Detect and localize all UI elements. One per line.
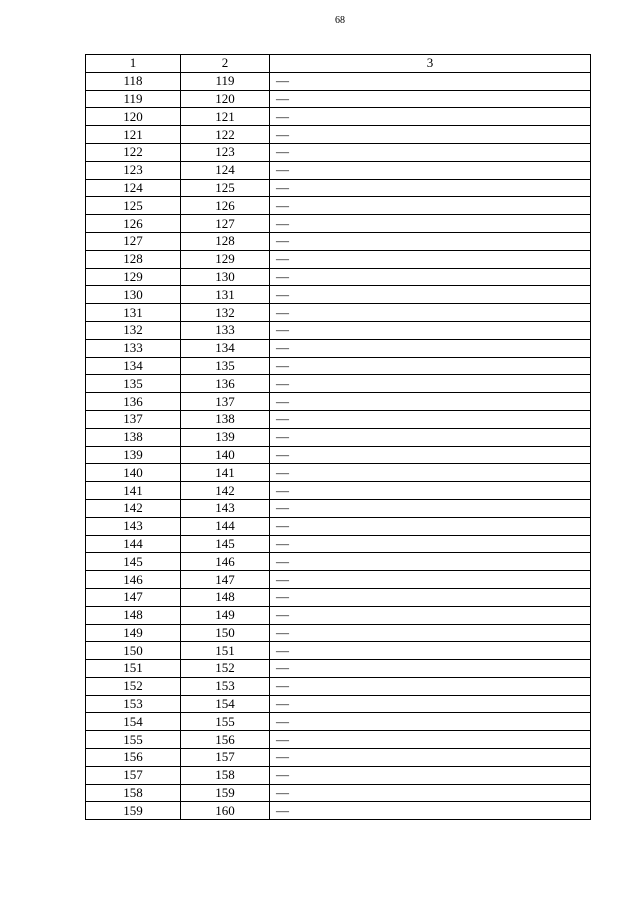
column-header-3: 3 bbox=[270, 55, 591, 73]
cell-col-2: 122 bbox=[181, 126, 270, 144]
cell-col-1: 151 bbox=[86, 660, 181, 678]
page-number: 68 bbox=[335, 15, 345, 26]
cell-col-2: 149 bbox=[181, 606, 270, 624]
cell-col-2: 154 bbox=[181, 695, 270, 713]
cell-col-1: 156 bbox=[86, 749, 181, 767]
cell-col-3: — bbox=[270, 232, 591, 250]
table-row bbox=[86, 286, 591, 304]
cell-col-1: 147 bbox=[86, 588, 181, 606]
cell-col-3: — bbox=[270, 321, 591, 339]
cell-col-2: 158 bbox=[181, 766, 270, 784]
table-row bbox=[86, 339, 591, 357]
cell-col-3: — bbox=[270, 286, 591, 304]
cell-col-1: 155 bbox=[86, 731, 181, 749]
cell-col-2: 145 bbox=[181, 535, 270, 553]
cell-col-3: — bbox=[270, 410, 591, 428]
cell-col-2: 127 bbox=[181, 215, 270, 233]
cell-col-1: 131 bbox=[86, 304, 181, 322]
header-row bbox=[86, 55, 591, 73]
data-table bbox=[85, 54, 591, 820]
cell-col-1: 159 bbox=[86, 802, 181, 820]
cell-col-1: 128 bbox=[86, 250, 181, 268]
cell-col-1: 124 bbox=[86, 179, 181, 197]
table-row bbox=[86, 713, 591, 731]
cell-col-1: 130 bbox=[86, 286, 181, 304]
cell-col-2: 140 bbox=[181, 446, 270, 464]
cell-col-2: 125 bbox=[181, 179, 270, 197]
table-body bbox=[86, 72, 591, 819]
table-row bbox=[86, 464, 591, 482]
table-row bbox=[86, 304, 591, 322]
table-row bbox=[86, 517, 591, 535]
cell-col-1: 146 bbox=[86, 571, 181, 589]
table-row bbox=[86, 482, 591, 500]
cell-col-3: — bbox=[270, 90, 591, 108]
cell-col-2: 142 bbox=[181, 482, 270, 500]
cell-col-1: 119 bbox=[86, 90, 181, 108]
cell-col-2: 121 bbox=[181, 108, 270, 126]
cell-col-3: — bbox=[270, 72, 591, 90]
cell-col-3: — bbox=[270, 784, 591, 802]
table-row bbox=[86, 749, 591, 767]
cell-col-3: — bbox=[270, 446, 591, 464]
cell-col-2: 128 bbox=[181, 232, 270, 250]
cell-col-1: 125 bbox=[86, 197, 181, 215]
table-row bbox=[86, 695, 591, 713]
cell-col-1: 152 bbox=[86, 677, 181, 695]
table-row bbox=[86, 143, 591, 161]
cell-col-3: — bbox=[270, 517, 591, 535]
cell-col-2: 133 bbox=[181, 321, 270, 339]
cell-col-1: 153 bbox=[86, 695, 181, 713]
cell-col-1: 144 bbox=[86, 535, 181, 553]
table-row bbox=[86, 215, 591, 233]
cell-col-3: — bbox=[270, 802, 591, 820]
cell-col-2: 155 bbox=[181, 713, 270, 731]
cell-col-1: 157 bbox=[86, 766, 181, 784]
cell-col-2: 134 bbox=[181, 339, 270, 357]
table-row bbox=[86, 428, 591, 446]
table-row bbox=[86, 660, 591, 678]
cell-col-2: 130 bbox=[181, 268, 270, 286]
table-row bbox=[86, 232, 591, 250]
cell-col-2: 144 bbox=[181, 517, 270, 535]
cell-col-3: — bbox=[270, 677, 591, 695]
cell-col-1: 158 bbox=[86, 784, 181, 802]
table-row bbox=[86, 571, 591, 589]
cell-col-3: — bbox=[270, 571, 591, 589]
table-row bbox=[86, 161, 591, 179]
cell-col-1: 120 bbox=[86, 108, 181, 126]
column-header-2: 2 bbox=[181, 55, 270, 73]
cell-col-2: 141 bbox=[181, 464, 270, 482]
table-row bbox=[86, 784, 591, 802]
table-row bbox=[86, 197, 591, 215]
table-row bbox=[86, 677, 591, 695]
table-row bbox=[86, 642, 591, 660]
cell-col-1: 148 bbox=[86, 606, 181, 624]
table-row bbox=[86, 606, 591, 624]
cell-col-3: — bbox=[270, 713, 591, 731]
table-row bbox=[86, 393, 591, 411]
cell-col-3: — bbox=[270, 588, 591, 606]
cell-col-1: 126 bbox=[86, 215, 181, 233]
table-header bbox=[86, 55, 591, 73]
cell-col-3: — bbox=[270, 108, 591, 126]
cell-col-3: — bbox=[270, 268, 591, 286]
cell-col-2: 156 bbox=[181, 731, 270, 749]
cell-col-3: — bbox=[270, 357, 591, 375]
table-row bbox=[86, 268, 591, 286]
cell-col-3: — bbox=[270, 215, 591, 233]
cell-col-2: 124 bbox=[181, 161, 270, 179]
cell-col-2: 147 bbox=[181, 571, 270, 589]
cell-col-2: 131 bbox=[181, 286, 270, 304]
table-row bbox=[86, 766, 591, 784]
cell-col-3: — bbox=[270, 179, 591, 197]
cell-col-2: 159 bbox=[181, 784, 270, 802]
cell-col-1: 137 bbox=[86, 410, 181, 428]
cell-col-3: — bbox=[270, 553, 591, 571]
cell-col-2: 157 bbox=[181, 749, 270, 767]
cell-col-2: 153 bbox=[181, 677, 270, 695]
cell-col-3: — bbox=[270, 606, 591, 624]
cell-col-1: 121 bbox=[86, 126, 181, 144]
cell-col-3: — bbox=[270, 197, 591, 215]
cell-col-1: 138 bbox=[86, 428, 181, 446]
cell-col-2: 160 bbox=[181, 802, 270, 820]
cell-col-1: 118 bbox=[86, 72, 181, 90]
cell-col-2: 148 bbox=[181, 588, 270, 606]
table-row bbox=[86, 375, 591, 393]
cell-col-3: — bbox=[270, 143, 591, 161]
cell-col-2: 138 bbox=[181, 410, 270, 428]
table-row bbox=[86, 446, 591, 464]
cell-col-1: 139 bbox=[86, 446, 181, 464]
table-row bbox=[86, 72, 591, 90]
cell-col-1: 122 bbox=[86, 143, 181, 161]
cell-col-3: — bbox=[270, 695, 591, 713]
table-row bbox=[86, 410, 591, 428]
cell-col-1: 132 bbox=[86, 321, 181, 339]
cell-col-1: 154 bbox=[86, 713, 181, 731]
cell-col-3: — bbox=[270, 161, 591, 179]
cell-col-2: 120 bbox=[181, 90, 270, 108]
cell-col-3: — bbox=[270, 731, 591, 749]
cell-col-2: 123 bbox=[181, 143, 270, 161]
table-row bbox=[86, 535, 591, 553]
cell-col-1: 145 bbox=[86, 553, 181, 571]
cell-col-1: 140 bbox=[86, 464, 181, 482]
table-row bbox=[86, 553, 591, 571]
table-row bbox=[86, 624, 591, 642]
cell-col-2: 151 bbox=[181, 642, 270, 660]
table-row bbox=[86, 90, 591, 108]
cell-col-1: 123 bbox=[86, 161, 181, 179]
column-header-1: 1 bbox=[86, 55, 181, 73]
cell-col-3: — bbox=[270, 375, 591, 393]
table-row bbox=[86, 179, 591, 197]
cell-col-3: — bbox=[270, 749, 591, 767]
cell-col-2: 126 bbox=[181, 197, 270, 215]
cell-col-2: 119 bbox=[181, 72, 270, 90]
cell-col-2: 139 bbox=[181, 428, 270, 446]
cell-col-1: 133 bbox=[86, 339, 181, 357]
cell-col-3: — bbox=[270, 660, 591, 678]
table-row bbox=[86, 731, 591, 749]
cell-col-2: 143 bbox=[181, 499, 270, 517]
cell-col-1: 135 bbox=[86, 375, 181, 393]
cell-col-3: — bbox=[270, 766, 591, 784]
cell-col-3: — bbox=[270, 393, 591, 411]
cell-col-1: 143 bbox=[86, 517, 181, 535]
cell-col-1: 127 bbox=[86, 232, 181, 250]
cell-col-2: 136 bbox=[181, 375, 270, 393]
cell-col-2: 129 bbox=[181, 250, 270, 268]
table-row bbox=[86, 108, 591, 126]
cell-col-3: — bbox=[270, 250, 591, 268]
cell-col-3: — bbox=[270, 339, 591, 357]
cell-col-1: 136 bbox=[86, 393, 181, 411]
cell-col-1: 129 bbox=[86, 268, 181, 286]
cell-col-2: 135 bbox=[181, 357, 270, 375]
cell-col-1: 150 bbox=[86, 642, 181, 660]
cell-col-1: 134 bbox=[86, 357, 181, 375]
cell-col-3: — bbox=[270, 126, 591, 144]
cell-col-2: 146 bbox=[181, 553, 270, 571]
cell-col-1: 141 bbox=[86, 482, 181, 500]
cell-col-1: 142 bbox=[86, 499, 181, 517]
table-row bbox=[86, 588, 591, 606]
table-row bbox=[86, 250, 591, 268]
cell-col-3: — bbox=[270, 624, 591, 642]
cell-col-3: — bbox=[270, 499, 591, 517]
cell-col-3: — bbox=[270, 428, 591, 446]
table-row bbox=[86, 321, 591, 339]
cell-col-2: 137 bbox=[181, 393, 270, 411]
cell-col-3: — bbox=[270, 464, 591, 482]
cell-col-1: 149 bbox=[86, 624, 181, 642]
cell-col-2: 132 bbox=[181, 304, 270, 322]
table-row bbox=[86, 126, 591, 144]
cell-col-3: — bbox=[270, 304, 591, 322]
cell-col-2: 150 bbox=[181, 624, 270, 642]
cell-col-3: — bbox=[270, 642, 591, 660]
cell-col-3: — bbox=[270, 482, 591, 500]
cell-col-2: 152 bbox=[181, 660, 270, 678]
table-row bbox=[86, 802, 591, 820]
table-row bbox=[86, 357, 591, 375]
cell-col-3: — bbox=[270, 535, 591, 553]
table-row bbox=[86, 499, 591, 517]
